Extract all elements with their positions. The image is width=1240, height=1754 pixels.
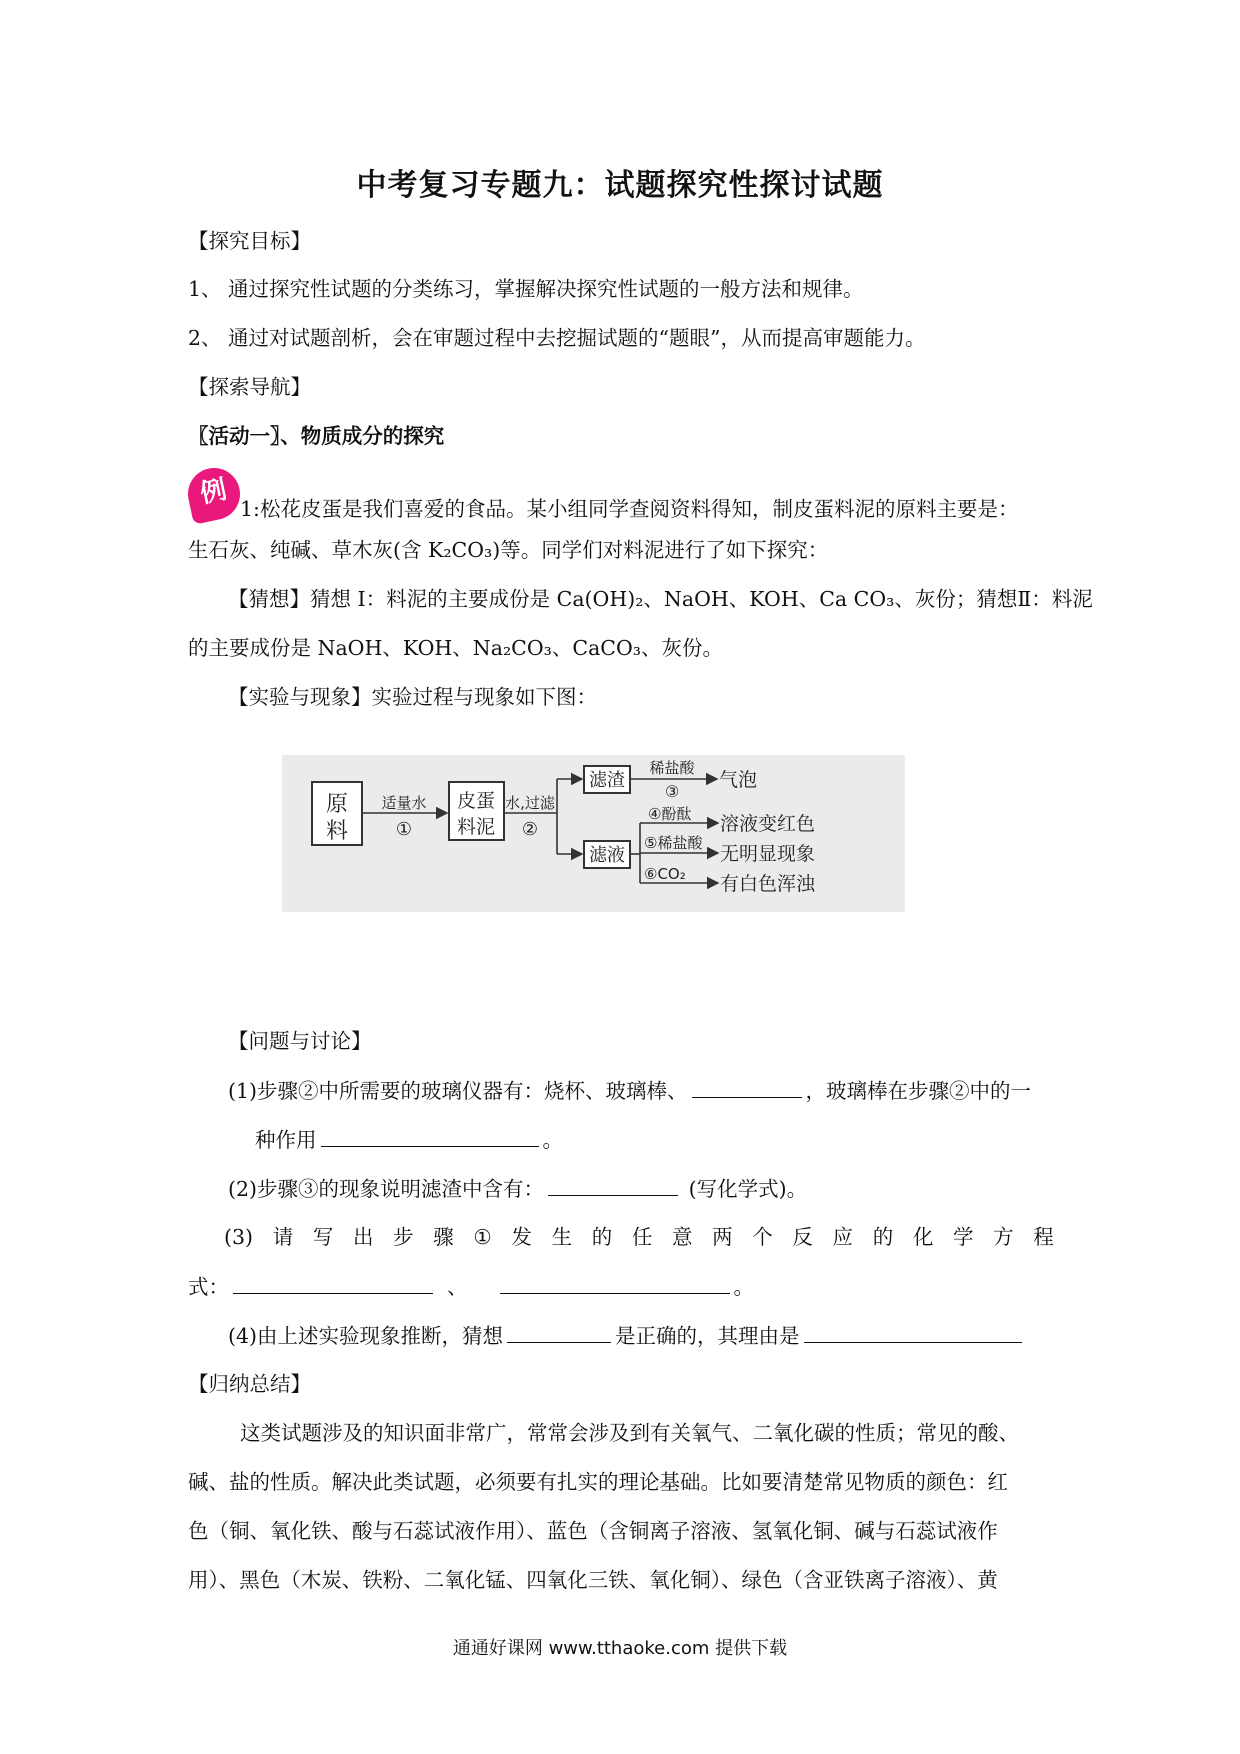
q3-char: 骤 <box>433 1225 454 1249</box>
q3-char: 步 <box>393 1225 414 1249</box>
question-4-line <box>228 1320 1026 1351</box>
q3-blank-2[interactable] <box>500 1271 730 1294</box>
q2-text-b: (写化学式)。 <box>688 1177 808 1201</box>
step6-label: ⑥CO₂ <box>644 865 686 883</box>
experiment-line: 【实验与现象】实验过程与现象如下图： <box>228 685 597 709</box>
q3-char: 程 <box>1033 1225 1054 1249</box>
q4-blank-2[interactable] <box>804 1320 1022 1343</box>
q1-text-a: (1)步骤②中所需要的玻璃仪器有：烧杯、玻璃棒、 <box>228 1079 688 1103</box>
q3-char: ① <box>473 1225 492 1249</box>
goal-item-2: 2、 通过对试题剖析，会在审题过程中去挖掘试题的“题眼”，从而提高审题能力。 <box>188 326 926 350</box>
question-1-line <box>228 1075 1031 1106</box>
q2-text-a: (2)步骤③的现象说明滤渣中含有： <box>228 1177 545 1201</box>
q1-blank-2[interactable] <box>321 1124 539 1147</box>
step1-number: ① <box>395 819 413 840</box>
step5-label: ⑤稀盐酸 <box>644 834 703 852</box>
q4-text-a: (4)由上述实验现象推断，猜想 <box>228 1324 504 1348</box>
summary-line-1: 这类试题涉及的知识面非常广，常常会涉及到有关氧气、二氧化碳的性质；常见的酸、 <box>240 1421 1019 1445</box>
q3-char: 反 <box>792 1225 813 1249</box>
q3-char: 出 <box>352 1225 374 1249</box>
q3-end: 。 <box>733 1275 754 1299</box>
step3-label: 稀盐酸 <box>649 759 695 777</box>
q3-char: 写 <box>312 1225 334 1249</box>
filtrate-label: 滤液 <box>589 845 625 866</box>
discussion-heading: 【问题与讨论】 <box>228 1029 372 1053</box>
q3-char: 请 <box>272 1225 294 1249</box>
q3-char: 生 <box>551 1225 573 1249</box>
result4-text: 溶液变红色 <box>720 813 816 835</box>
step2-label: 水,过滤 <box>505 794 555 812</box>
page-footer: 通通好课网 www.tthaoke.com 提供下载 <box>452 1638 788 1659</box>
page-title: 中考复习专题九：试题探究性探讨试题 <box>356 168 884 203</box>
q3-char: 应 <box>832 1225 854 1249</box>
q3-char: 学 <box>952 1225 974 1249</box>
step4-label: ④酚酞 <box>648 805 692 823</box>
example-line-1: 1:松花皮蛋是我们喜爱的食品。某小组同学查阅资料得知，制皮蛋料泥的原料主要是： <box>240 497 1019 521</box>
step1-label: 适量水 <box>381 794 427 812</box>
summary-heading: 【归纳总结】 <box>188 1372 311 1396</box>
mud-label-1: 皮蛋 <box>456 790 496 812</box>
q3-separator: 、 <box>447 1275 468 1299</box>
guess-line-1: 【猜想】猜想 I：料泥的主要成份是 Ca(OH)₂、NaOH、KOH、Ca CO₃、灰份；猜想Ⅱ：料泥 <box>228 587 1093 611</box>
question-3-line <box>224 1222 1054 1252</box>
summary-line-3: 色（铜、氧化铁、酸与石蕊试液作用）、蓝色（含铜离子溶液、氢氧化铜、碱与石蕊试液作 <box>188 1519 998 1543</box>
q1-text-b: ，玻璃棒在步骤②中的一 <box>805 1079 1032 1103</box>
q3-char: 两 <box>712 1225 733 1249</box>
summary-line-4: 用）、黑色（木炭、铁粉、二氧化锰、四氧化三铁、氧化铜）、绿色（含亚铁离子溶液）、黄 <box>188 1568 998 1592</box>
raw-label-1: 原 <box>325 792 349 817</box>
q3-char: 的 <box>872 1225 894 1249</box>
summary-line-2: 碱、盐的性质。解决此类试题，必须要有扎实的理论基础。比如要清楚常见物质的颜色：红 <box>188 1470 1008 1494</box>
q4-text-b: 是正确的，其理由是 <box>615 1324 800 1348</box>
q3-char: 个 <box>752 1225 773 1249</box>
q1-text-c: 种作用 <box>255 1128 317 1152</box>
step2-number: ② <box>521 819 539 840</box>
q3-blank-1[interactable] <box>233 1271 433 1294</box>
result3-text: 气泡 <box>719 769 758 791</box>
q1-blank-1[interactable] <box>692 1075 802 1098</box>
q3-char: 方 <box>993 1225 1014 1249</box>
q3-char: 化 <box>912 1225 934 1249</box>
q3-char: (3) <box>224 1225 254 1249</box>
question-3-line-2 <box>188 1271 754 1302</box>
residue-label: 滤渣 <box>589 770 625 791</box>
experiment-flow-diagram <box>282 755 905 912</box>
step3-number: ③ <box>664 782 680 801</box>
goal-item-1: 1、 通过探究性试题的分类练习，掌握解决探究性试题的一般方法和规律。 <box>188 277 864 301</box>
q3-char: 意 <box>671 1225 693 1249</box>
q1-end: 。 <box>542 1128 563 1152</box>
question-1-line-2 <box>255 1124 563 1155</box>
q3-char: 发 <box>511 1225 532 1249</box>
q2-blank[interactable] <box>548 1173 678 1196</box>
q3-text-b: 式： <box>188 1275 229 1299</box>
nav-heading: 【探索导航】 <box>188 375 311 399</box>
example-line-2: 生石灰、纯碱、草木灰(含 K₂CO₃)等。同学们对料泥进行了如下探究： <box>188 538 829 562</box>
q3-char: 的 <box>591 1225 613 1249</box>
q4-blank-1[interactable] <box>507 1320 611 1343</box>
mud-label-2: 料泥 <box>456 816 496 838</box>
goal-heading: 【探究目标】 <box>188 229 311 253</box>
result5-text: 无明显现象 <box>720 843 816 865</box>
example-badge: 例 <box>183 463 245 525</box>
q3-char: 任 <box>631 1225 653 1249</box>
guess-line-2: 的主要成份是 NaOH、KOH、Na₂CO₃、CaCO₃、灰份。 <box>188 636 724 660</box>
activity-heading: 〖活动一〗、物质成分的探究 <box>188 424 445 448</box>
result6-text: 有白色浑浊 <box>720 873 816 895</box>
raw-label-2: 料 <box>325 819 349 844</box>
question-2-line <box>228 1173 807 1204</box>
